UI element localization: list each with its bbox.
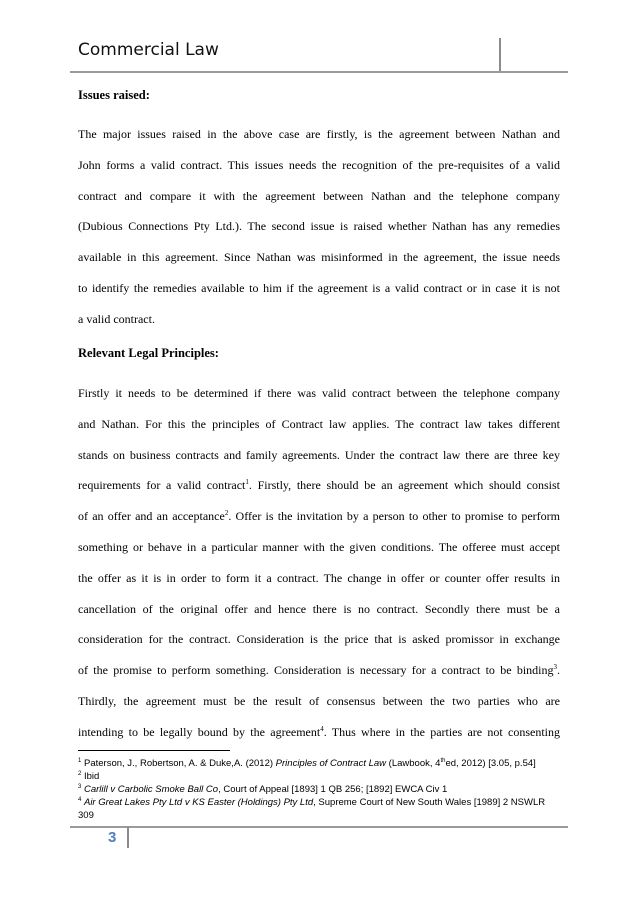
footnote-continuation: 309 [78, 810, 94, 821]
paragraph-line: contract and compare it with the agreement between Nathan and the telephone company [78, 188, 560, 203]
paragraph-line: Thirdly, the agreement must be the result of consensus between the two parties who are [78, 694, 560, 708]
paragraph-line: available in this agreement. Since Nathan was misinformed in the agreement, the issue needs [78, 250, 560, 265]
footnote [78, 758, 568, 770]
line-text: of an offer and an acceptance [78, 509, 225, 524]
footnote-number: 3 [78, 783, 82, 790]
footnote-text: , Court of Appeal [1893] 1 QB 256; [1892] EWCA Civ 1 [218, 784, 448, 795]
line-text: intending to be legally bound by the agreement [78, 724, 321, 739]
section-heading: Issues raised: [78, 88, 150, 102]
footnote-text: ed, 2012) [3.05, p.54] [445, 758, 536, 769]
paragraph-line: and Nathan. For this the principles of Contract law applies. The contract law takes different [78, 416, 560, 431]
header-divider [499, 38, 501, 72]
paragraph-line: John forms a valid contract. This issues needs the recognition of the pre-requisites of a valid [78, 157, 560, 172]
footnote-text: , Supreme Court of New South Wales [1989] 2 NSWLR [313, 797, 546, 808]
footnote-number: 2 [78, 770, 82, 777]
case-citation: Carlill v Carbolic Smoke Ball Co [83, 784, 219, 795]
section-heading: Relevant Legal Principles: [78, 346, 219, 360]
case-citation: Air Great Lakes Pty Ltd v KS Easter (Holdings) Pty Ltd [83, 797, 314, 808]
footnote-ref[interactable]: 2 [224, 509, 229, 518]
footnote-ref[interactable]: 3 [553, 663, 557, 672]
line-text: requirements for a valid contract [78, 478, 246, 493]
line-text: of the promise to perform something. Consideration is necessary for a contract to be binding [78, 663, 554, 678]
footer-rule [70, 826, 568, 828]
footnote [78, 797, 568, 809]
paragraph-line: The major issues raised in the above case are firstly, is the agreement between Nathan and [78, 127, 560, 141]
paragraph-line: something or behave in a particular manner with the given conditions. The offeree must accept [78, 540, 560, 554]
line-text: . Firstly, there should be an agreement which should consist [248, 478, 560, 493]
footnote [78, 784, 568, 796]
page-number: 3 [108, 829, 117, 846]
paragraph-line [78, 662, 560, 678]
paragraph-line: (Dubious Connections Pty Ltd.). The second issue is raised whether Nathan has any remedies [78, 219, 560, 234]
footnote-number: 1 [78, 757, 82, 764]
paragraph-line: the offer as it is in order to form it a contract. The change in offer or counter offer results in [78, 570, 560, 585]
paragraph-line: stands on business contracts and family agreements. Under the contract law there are three key [78, 447, 560, 462]
paragraph-line: cancellation of the original offer and hence there is no contract. Secondly there must be a [78, 601, 560, 616]
paragraph-line: a valid contract. [78, 311, 155, 326]
footnote-separator [78, 750, 230, 751]
line-text: . [557, 663, 560, 678]
header-rule [70, 71, 568, 73]
footnote-text: (Lawbook, 4 [386, 758, 441, 769]
footnote-ref[interactable]: 4 [320, 724, 324, 733]
paragraph-line [78, 508, 560, 524]
footer-divider [127, 827, 129, 848]
case-citation: Principles of Contract Law [275, 758, 387, 769]
footnote-text: Paterson, J., Robertson, A. & Duke,A. (2012) [83, 758, 276, 769]
footnote [78, 771, 568, 783]
paragraph-line: Firstly it needs to be determined if there was valid contract between the telephone company [78, 386, 560, 400]
footnote-ref[interactable]: 1 [245, 478, 249, 487]
line-text: . Offer is the invitation by a person to other to promise to perform [228, 509, 560, 524]
paragraph-line: consideration for the contract. Consideration is the price that is asked promissor in exchange [78, 632, 560, 647]
paragraph-line: to identify the remedies available to him if the agreement is a valid contract or in case it is not [78, 281, 560, 295]
footnote-number: 4 [78, 796, 82, 803]
header-title: Commercial Law [78, 40, 219, 60]
paragraph-line [78, 477, 560, 493]
paragraph-line [78, 724, 560, 740]
footnote-text: Ibid [83, 771, 100, 782]
line-text: . Thus where in the parties are not consenting [323, 724, 560, 739]
footnote-text: th [440, 757, 446, 764]
